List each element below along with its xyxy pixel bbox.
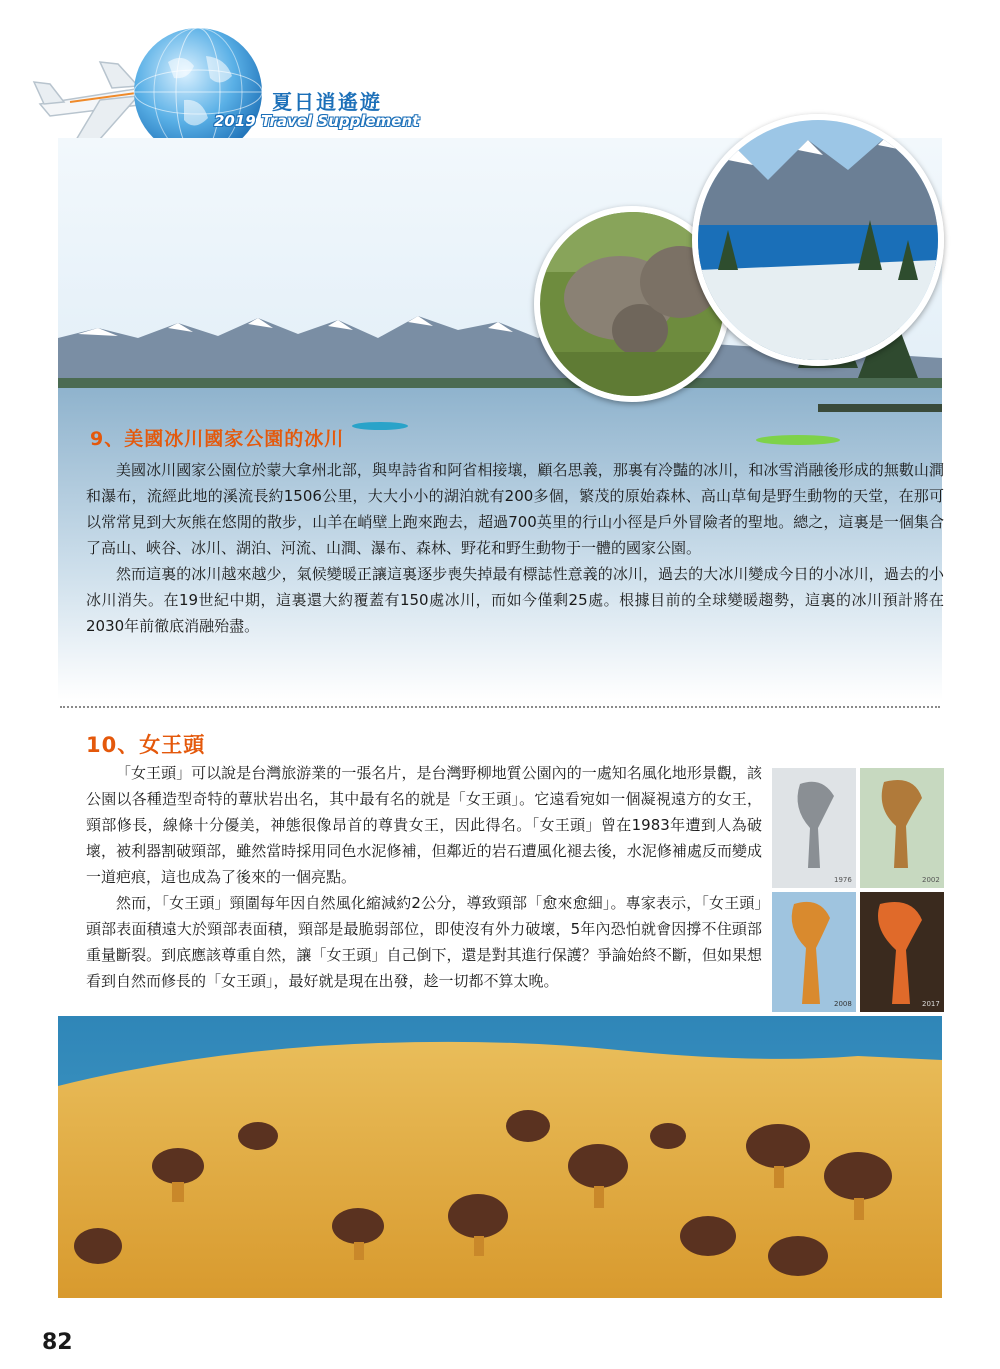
section-9-body xyxy=(86,457,944,639)
queens-head-photo-1976 xyxy=(772,768,856,888)
svg-text:2002: 2002 xyxy=(922,876,940,884)
section-divider xyxy=(60,706,940,708)
svg-text:1976: 1976 xyxy=(834,876,852,884)
brand-subtitle: 2019 Travel Supplement xyxy=(214,112,420,130)
page-number: 82 xyxy=(42,1330,73,1355)
section-9-paragraph: 美國冰川國家公園位於蒙大拿州北部，與卑詩省和阿省相接壤，顧名思義，那裏有冷豔的冰川，和冰雪消融後形成的無數山澗和瀑布，流經此地的溪流長約1506公里，大大小小的湖泊就有200多個，繁茂的原始森林、高山草甸是野生動物的天堂，在那可以常常見到大灰熊在悠閒的散步，山羊在峭壁上跑來跑去，超過700英里的行山小徑是戶外冒險者的聖地。總之，這裏是一個集合了高山、峽谷、冰川、湖泊、河流、山澗、瀑布、森林、野花和野生動物于一體的國家公園。 xyxy=(86,461,944,557)
queens-head-photo-2002 xyxy=(860,768,944,888)
section-9-heading: 9、美國冰川國家公園的冰川 xyxy=(90,428,345,450)
section-10-paragraph: 然而，「女王頭」頸圍每年因自然風化縮減約2公分，導致頸部「愈來愈細」。專家表示，「女王頭」頭部表面積遠大於頸部表面積，頸部是最脆弱部位，即使沒有外力破壞，5年內恐怕就會因撐不住頭部重量斷裂。到底應該尊重自然，讓「女王頭」自己倒下，還是對其進行保護？爭論始終不斷，但如果想看到自然而修長的「女王頭」，最好就是現在出發，趁一切都不算太晚。 xyxy=(86,894,762,990)
section-10-paragraph: 「女王頭」可以說是台灣旅游業的一張名片，是台灣野柳地質公園內的一處知名風化地形景觀，該公園以各種造型奇特的蕈狀岩出名，其中最有名的就是「女王頭」。它遠看宛如一個凝視遠方的女王，頸部修長，線條十分優美，神態很像昂首的尊貴女王，因此得名。「女王頭」曾在1983年遭到人為破壞，被利器割破頸部，雖然當時採用同色水泥修補，但鄰近的岩石遭風化褪去後，水泥修補處反而變成一道疤痕，這也成為了後來的一個亮點。 xyxy=(86,764,762,886)
svg-text:2017: 2017 xyxy=(922,1000,940,1008)
section-10-body xyxy=(86,760,762,994)
yehliu-geopark-photo xyxy=(58,1016,942,1298)
section-10-heading: 10、女王頭 xyxy=(86,733,206,757)
glacier-lake-circle-photo xyxy=(692,114,944,366)
queens-head-photo-2008 xyxy=(772,892,856,1012)
brand-title: 夏日逍遙遊 xyxy=(272,90,382,114)
queens-head-comparison-photos xyxy=(772,768,944,1012)
section-9-paragraph: 然而這裏的冰川越來越少，氣候變暖正讓這裏逐步喪失掉最有標誌性意義的冰川，過去的大冰川變成今日的小冰川，過去的小冰川消失。在19世紀中期，這裏還大約覆蓋有150處冰川，而如今僅剩25處。根據目前的全球變暖趨勢，這裏的冰川預計將在2030年前徹底消融殆盡。 xyxy=(86,565,944,635)
svg-text:2008: 2008 xyxy=(834,1000,852,1008)
queens-head-photo-2017 xyxy=(860,892,944,1012)
